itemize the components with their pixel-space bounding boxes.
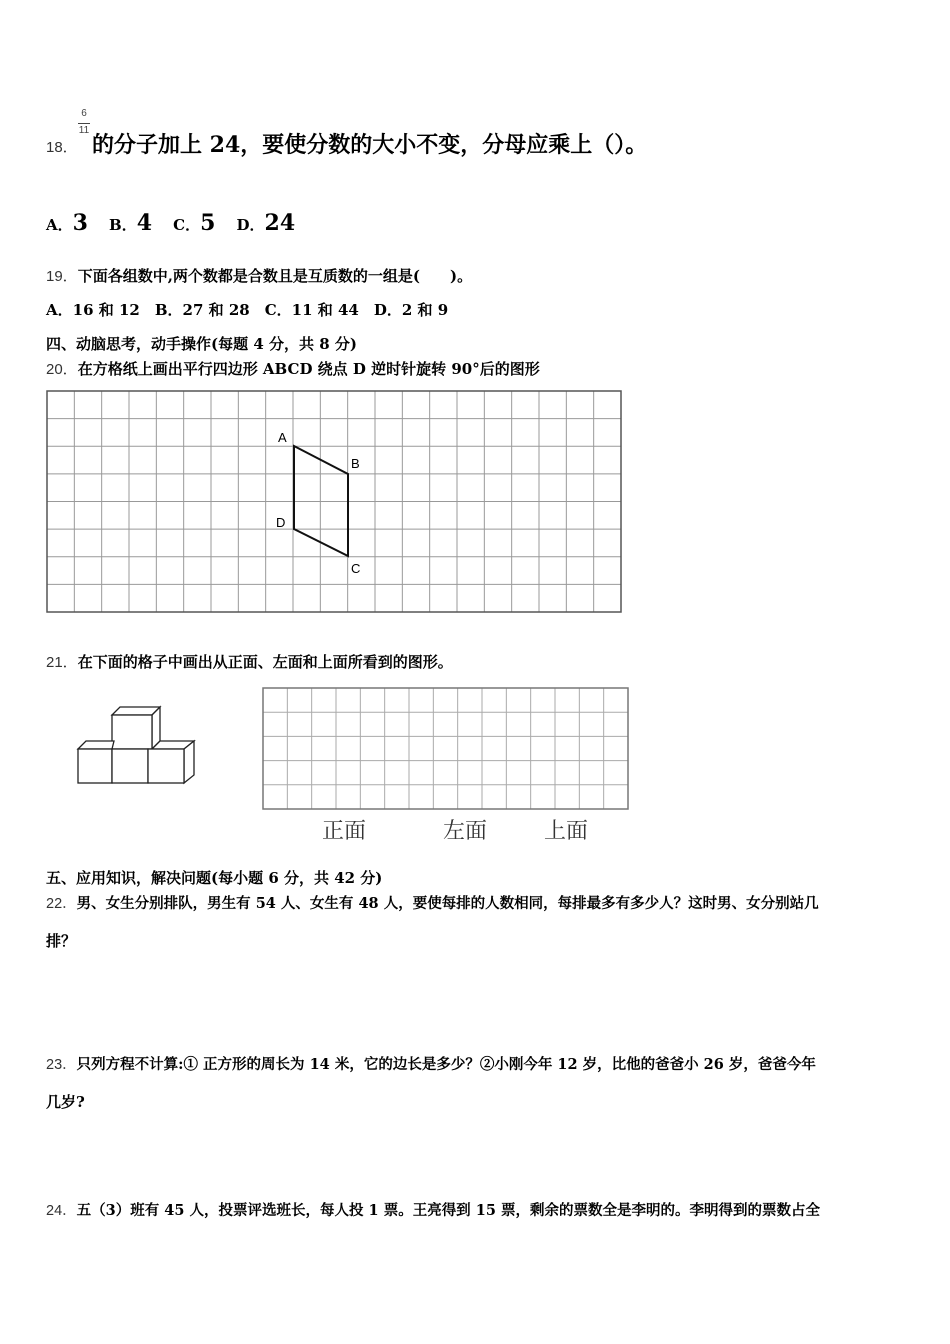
q18-option-c-value: 5 [200,210,216,236]
view-label-left: 左面 [443,819,488,844]
q18-option-d-label: D． [236,216,265,234]
q19-text: 下面各组数中,两个数都是合数且是互质数的一组是( )。 [77,267,473,285]
section5-title: 五、应用知识，解决问题(每小题 6 分，共 42 分) [46,869,383,887]
q22-line1 [46,892,819,913]
section4-title: 四、动脑思考，动手操作(每题 4 分，共 8 分) [46,335,357,353]
q18-option-a-value: 3 [72,210,88,236]
q24-number: 24． [46,1203,77,1219]
q19 [46,265,472,286]
q21-views-grid [262,687,630,811]
q19-number: 19． [46,268,78,285]
q19-options: A．16 和 12 B．27 和 28 C．11 和 44 D．2 和 9 [46,301,449,319]
q23-line2: 几岁? [46,1093,85,1111]
q22-line2: 排？ [46,932,77,950]
q21-number: 21． [46,654,78,671]
q18-fraction-denominator: 11 [78,125,90,136]
q20-grid-figure [46,390,624,616]
label-b: B [351,456,360,471]
label-a: A [278,430,287,445]
q23-line1 [46,1053,816,1074]
q18-text: 的分子加上 24，要使分数的大小不变，分母应乘上（）。 [92,132,648,158]
q22-number: 22． [46,896,77,912]
label-c: C [351,561,361,576]
q23-number: 23． [46,1057,77,1073]
q18 [46,108,906,168]
view-label-front: 正面 [322,819,367,844]
q18-option-b-label: B． [109,216,137,234]
q18-fraction-bar [78,123,90,124]
q18-fraction-numerator: 6 [81,108,87,119]
q18-option-c-label: C． [173,216,201,234]
cube-stack-figure [74,703,200,789]
q18-option-b-value: 4 [136,210,153,236]
q24-line1 [46,1199,820,1220]
view-label-top: 上面 [544,819,589,844]
label-d: D [276,515,286,530]
q18-number: 18． [46,139,78,156]
q18-option-a-label: A． [46,216,73,234]
q21 [46,651,453,672]
q20 [46,358,540,379]
q23-text: 只列方程不计算:① 正方形的周长为 14 米，它的边长是多少？②小刚今年 12 岁，比他的爸爸小 26 岁，爸爸今年 [76,1056,816,1073]
q18-option-d-value: 24 [264,210,296,236]
q21-text: 在下面的格子中画出从正面、左面和上面所看到的图形。 [77,653,453,671]
q22-text: 男、女生分别排队，男生有 54 人、女生有 48 人，要使每排的人数相同，每排最多有多少人？这时男、女分别站几 [76,895,819,912]
q20-text: 在方格纸上画出平行四边形 ABCD 绕点 D 逆时针旋转 90°后的图形 [77,360,540,378]
q18-options [46,210,311,236]
q20-number: 20． [46,361,78,378]
q24-text: 五（3）班有 45 人，投票评选班长，每人投 1 票。王亮得到 15 票，剩余的票数全是李明的。李明得到的票数占全 [76,1202,820,1219]
